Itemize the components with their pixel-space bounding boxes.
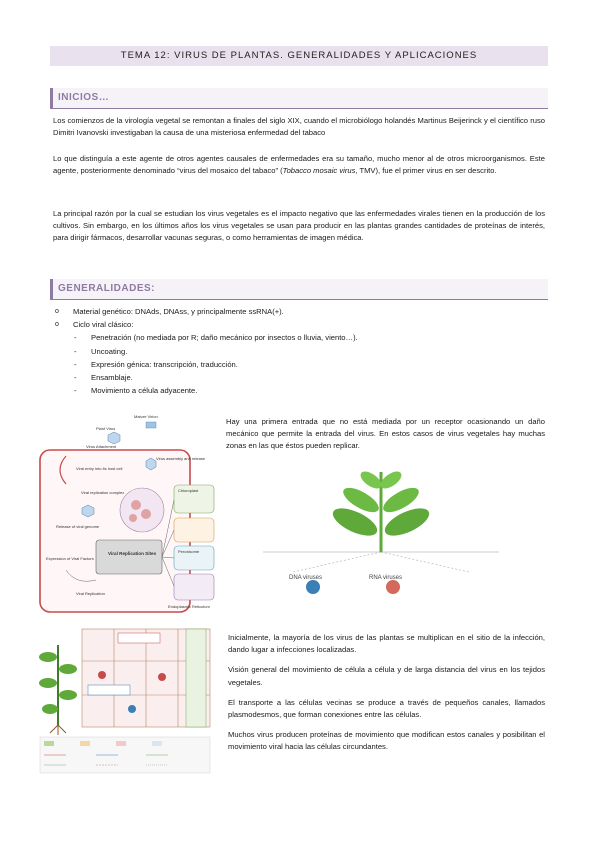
paragraph-origins: Los comienzos de la virología vegetal se remontan a finales del siglo XIX, cuando el microbiólogo holandés Martinus Beijerinck y el científico ruso Dimitri Ivanovski investigaban la causa de una misteriosa enfermedad del tabaco [53,116,545,138]
label-viral-replication: Viral Replication [76,591,105,596]
movement-paragraph: Visión general del movimiento de célula a célula y de larga distancia del virus en los tejidos vegetales. [228,665,545,687]
generalidades-list [53,305,545,397]
sub-list-item: - Expresión génica: transcripción, traducción. [74,359,238,369]
heading-text: GENERALIDADES: [58,283,156,294]
list-item: o Material genético: DNAds, DNAss, y principalmente ssRNA(+). [53,305,545,318]
movement-paragraph: El transporte a las células vecinas se produce a través de pequeños canales, llamados plasmodesmos, que forman conexiones entre las células. [228,697,545,720]
entry-description: Hay una primera entrada que no está mediada por un receptor ocasionando un daño mecánico que permite la entrada del virus. En estos casos de virus vegetales hay muchas zonas en las que éstos pueden replicar. [226,417,545,451]
paragraph-tmv [53,153,545,177]
sub-list-item: - Uncoating. [74,346,128,356]
heading-accent-bar [50,279,53,299]
heading-text: INICIOS… [58,92,110,103]
list-item: o Ciclo viral clásico: [53,318,545,331]
label-virus-attachment: Virus Attachment [86,444,117,449]
bullet-marker: o [55,321,59,329]
label-plant-virus: Plant Virus [96,426,116,431]
label-replication-sites: Viral Replication Sites [108,551,157,556]
paragraph-tmv-italic: Tobacco mosaic virus [282,166,356,176]
section-heading-generalidades [50,279,548,300]
virion-icon [146,422,156,428]
dna-virus-icon [306,580,320,594]
heading-accent-bar [50,88,53,108]
label-expression-factors: Expression of Viral Factors [46,556,94,561]
section-heading-inicios [50,88,548,109]
viral-cycle-diagram [36,410,221,618]
paragraph-tmv-part-b: , TMV), fue el primer virus en ser descrito. [355,166,497,176]
sub-list-item: - Penetración (no mediada por R; daño mecánico por insectos o lluvia, viento…). [74,333,358,343]
label-viral-entry: Viral entry into its host cell [76,466,123,471]
bullet-marker: o [55,308,59,315]
label-mature-virion: Mature Virion [134,414,158,419]
page-title: TEMA 12: VIRUS DE PLANTAS. GENERALIDADES Y APLICACIONES [50,46,548,66]
cell-movement-figure [36,625,214,775]
movement-text-block [228,632,545,754]
paragraph-impact: La principal razón por la cual se estudian los virus vegetales es el impacto negativo que las enfermedades virales tienen en la producción de los cultivos. Sin embargo, en los últimos años los virus vegetales se usan para producir en las plantas grandes cantidades de proteínas de interés, para dirigir fármacos, desarrollar vacunas seguras, o como herramientas de imagen médica. [53,209,545,243]
rna-virus-icon [386,580,400,594]
paragraph-tmv-part-a: Lo que distinguía a este agente de otros agentes causales de enfermedades era su tamaño, mucho menor al de otros microorganismos. Este agente, posteriormente denominado “virus del mosaico del tabaco” ( [53,154,545,176]
label-chloroplast: Chloroplast [178,488,199,493]
label-assembly: Virus assembly and release [156,456,206,461]
sub-list-item: - Movimiento a célula adyacente. [74,386,198,396]
label-replication-complex: Viral replication complex [81,490,125,495]
label-dna-viruses: DNA viruses [289,575,323,581]
label-release-genome: Release of viral genome [56,524,100,529]
movement-paragraph: Inicialmente, la mayoría de los virus de las plantas se multiplican en el sitio de la infección, dando lugar a infecciones localizadas. [228,633,545,655]
label-er: Endoplasmic Reticulum [168,604,210,609]
label-peroxisome: Peroxisome [178,549,200,554]
sub-list-item: - Ensamblaje. [74,373,133,383]
label-rna-viruses: RNA viruses [369,575,403,581]
plant-virus-figure [253,462,509,602]
movement-paragraph: Muchos virus producen proteínas de movimiento que modifican estos canales y posibilitan el movimiento viral hacia las células circundantes. [228,730,545,752]
